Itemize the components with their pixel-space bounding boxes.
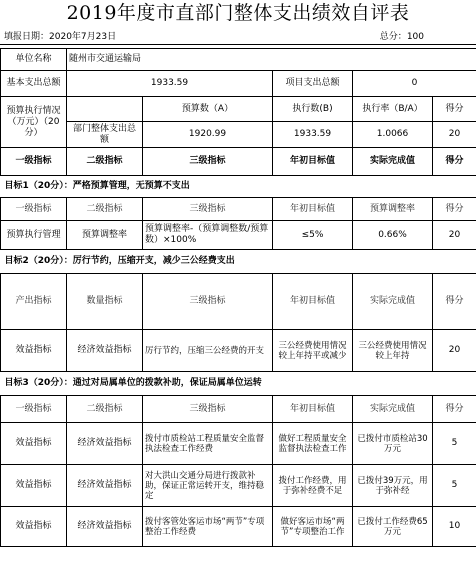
execution-data-row [1, 122, 476, 148]
goal3-row-2 [1, 465, 476, 507]
execution-header-row [1, 97, 476, 122]
exec-rate: 1.0066 [353, 122, 433, 148]
basic-expense-value: 1933.59 [67, 71, 273, 97]
budget-row [1, 71, 476, 97]
g2-h-5: 实际完成值 [353, 274, 433, 330]
goal3-header-row [1, 396, 476, 423]
goal1-data-row [1, 221, 476, 250]
g3-r2-c4: 拨付工作经费，用于弥补经费不足 [273, 465, 353, 507]
g1-c-2: 预算调整率 [67, 221, 143, 250]
goal2-title-row [1, 250, 476, 274]
g3-r2-c1: 效益指标 [1, 465, 67, 507]
g2-c-5: 三公经费使用情况较上年持 [353, 330, 433, 372]
total-score [380, 29, 424, 42]
fill-date-value: 2020年7月23日 [49, 32, 117, 42]
g3-r2-c6: 5 [433, 465, 476, 507]
g1-h-5: 预算调整率 [353, 198, 433, 221]
ind-h-1: 一级指标 [1, 148, 67, 176]
g3-h-1: 一级指标 [1, 396, 67, 423]
total-score-label: 总分： [379, 32, 407, 42]
col-budget: 预算数（A） [143, 97, 273, 122]
g3-r1-c4: 做好工程质量安全监督执法检查工作 [273, 423, 353, 465]
unit-row [1, 49, 476, 71]
dept-total-label: 部门整体支出总额 [67, 122, 143, 148]
g2-h-4: 年初目标值 [273, 274, 353, 330]
goal2-title: 目标2（20分）：厉行节约，压缩开支，减少三公经费支出 [1, 250, 476, 274]
g3-r1-c5: 已拨付市质检站30万元 [353, 423, 433, 465]
g2-c-3: 厉行节约，压缩三公经费的开支 [143, 330, 273, 372]
col-rate: 执行率（B/A） [353, 97, 433, 122]
g1-h-3: 三级指标 [143, 198, 273, 221]
page-title: 2019年度市直部门整体支出绩效自评表 [66, 2, 410, 24]
g1-h-4: 年初目标值 [273, 198, 353, 221]
g3-r3-c1: 效益指标 [1, 507, 67, 547]
goal2-data-row [1, 330, 476, 372]
g2-c-1: 效益指标 [1, 330, 67, 372]
goal3-title-row [1, 372, 476, 396]
g2-h-2: 数量指标 [67, 274, 143, 330]
g1-h-2: 二级指标 [67, 198, 143, 221]
g3-r1-c3: 拨付市质检站工程质量安全监督执法检查工作经费 [143, 423, 273, 465]
fill-date-label: 填报日期： [4, 32, 50, 42]
g3-r2-c2: 经济效益指标 [67, 465, 143, 507]
g1-c-6: 20 [433, 221, 476, 250]
g1-c-4: ≤5% [273, 221, 353, 250]
g3-h-6: 得分 [433, 396, 476, 423]
unit-value: 随州市交通运输局 [67, 49, 476, 71]
project-expense-value: 0 [353, 71, 476, 97]
g3-r1-c2: 经济效益指标 [67, 423, 143, 465]
g3-h-2: 二级指标 [67, 396, 143, 423]
goal3-title: 目标3（20分）：通过对局属单位的拨款补助，保证局属单位运转 [1, 372, 476, 396]
g3-r1-c1: 效益指标 [1, 423, 67, 465]
basic-expense-label: 基本支出总额 [1, 71, 67, 97]
g1-c-3: 预算调整率-（预算调整数/预算数）×100% [143, 221, 273, 250]
g2-h-1: 产出指标 [1, 274, 67, 330]
g3-r2-c5: 已拨付39万元，用于弥补经 [353, 465, 433, 507]
exec-amount: 1933.59 [273, 122, 353, 148]
goal3-row-3 [1, 507, 476, 547]
goal3-row-1 [1, 423, 476, 465]
g3-r3-c2: 经济效益指标 [67, 507, 143, 547]
goal1-title-row [1, 176, 476, 198]
goal1-header-row [1, 198, 476, 221]
g3-r1-c6: 5 [433, 423, 476, 465]
g1-h-6: 得分 [433, 198, 476, 221]
total-score-value: 100 [406, 32, 424, 42]
g3-h-5: 实际完成值 [353, 396, 433, 423]
header-rule [0, 44, 476, 45]
g1-h-1: 一级指标 [1, 198, 67, 221]
g3-h-3: 三级指标 [143, 396, 273, 423]
g2-c-6: 20 [433, 330, 476, 372]
g3-r3-c6: 10 [433, 507, 476, 547]
exec-score: 20 [433, 122, 476, 148]
g3-r3-c3: 拨付客管处客运市场“两节”专项整治工作经费 [143, 507, 273, 547]
goal1-title: 目标1（20分）：严格预算管理，无预算不支出 [1, 176, 476, 198]
col-exec: 执行数(B) [273, 97, 353, 122]
ind-h-6: 得分 [433, 148, 476, 176]
ind-h-4: 年初目标值 [273, 148, 353, 176]
g2-h-3: 三级指标 [143, 274, 273, 330]
g1-c-1: 预算执行管理 [1, 221, 67, 250]
indicator-header-row [1, 148, 476, 176]
evaluation-table [0, 48, 476, 547]
g1-c-5: 0.66% [353, 221, 433, 250]
g3-h-4: 年初目标值 [273, 396, 353, 423]
ind-h-2: 二级指标 [67, 148, 143, 176]
ind-h-3: 三级指标 [143, 148, 273, 176]
g3-r3-c4: 做好客运市场“两节”专项整治工作 [273, 507, 353, 547]
g2-h-6: 得分 [433, 274, 476, 330]
execution-label: 预算执行情况（万元）（20分） [1, 97, 67, 148]
g3-r3-c5: 已拨付工作经费65万元 [353, 507, 433, 547]
ind-h-5: 实际完成值 [353, 148, 433, 176]
col-score: 得分 [433, 97, 476, 122]
budget-amount: 1920.99 [143, 122, 273, 148]
goal2-header-row [1, 274, 476, 330]
g2-c-4: 三公经费使用情况较上年持平或减少 [273, 330, 353, 372]
g2-c-2: 经济效益指标 [67, 330, 143, 372]
unit-label: 单位名称 [1, 49, 67, 71]
g3-r2-c3: 对大洪山交通分局进行拨款补助，保证正常运转开支，维持稳定 [143, 465, 273, 507]
fill-date [4, 29, 116, 42]
project-expense-label: 项目支出总额 [273, 71, 353, 97]
